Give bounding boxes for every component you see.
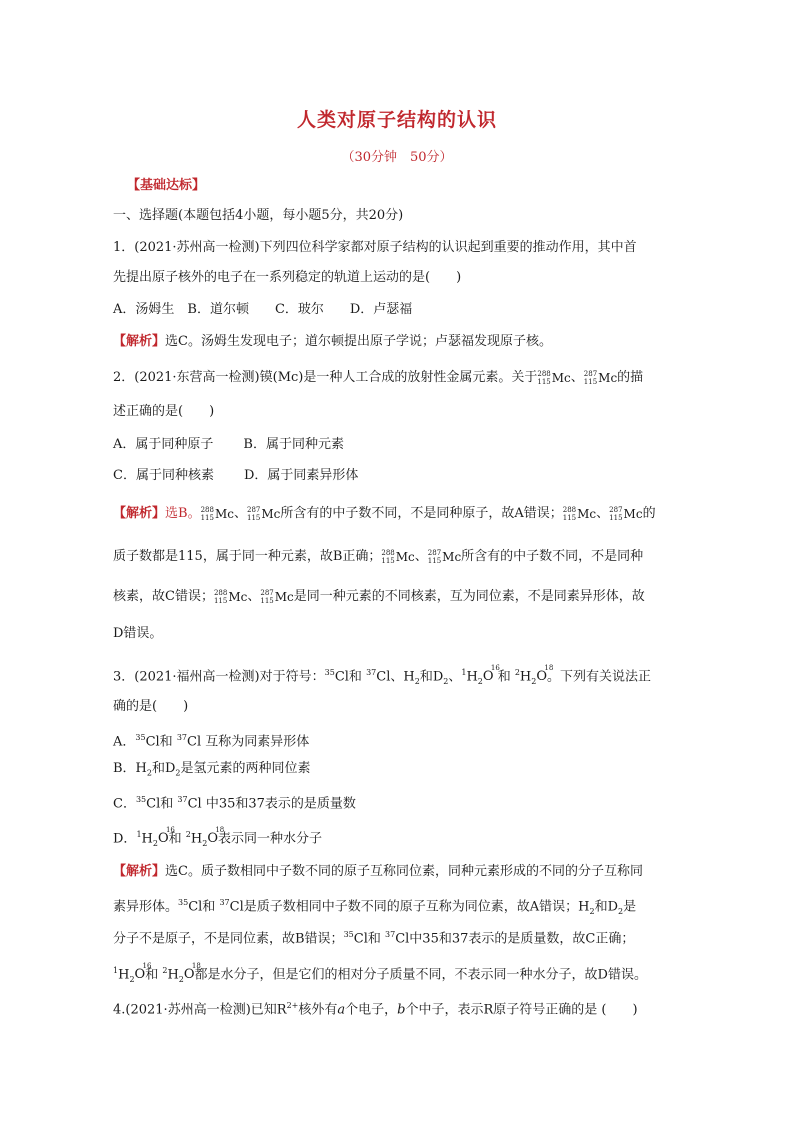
q3-analysis-line4: $^1H_2O$ 16 和 $^2H_2O$ 18 都是水分子，但是它们的相对分子质量不同，不表示同一种水分子，故D错误。 xyxy=(113,962,647,984)
q3-option-c: C．$^{35}$Cl和 $^{37}$Cl 中35和37表示的是质量数 xyxy=(113,795,356,812)
q2-stem-line2: 述正确的是( ) xyxy=(113,404,215,419)
q3-analysis-line1: 【解析】选C。质子数相同中子数不同的原子互称同位素，同种元素形成的不同的分子互称同 xyxy=(113,864,643,879)
q2-option-a: A．属于同种原子 xyxy=(113,437,214,452)
q3-stem-line2: 确的是( ) xyxy=(113,699,189,714)
q3-analysis-line3: 分子不是原子，不是同位素，故B错误；$^{35}$Cl和 $^{37}$Cl中35和37表示的是质量数，故C正确； xyxy=(113,930,635,947)
q1-stem-line1: 1．(2021·苏州高一检测)下列四位科学家都对原子结构的认识起到重要的推动作用，其中首 xyxy=(113,240,637,255)
q2-stem-line1: 2．(2021·东营高一检测)镆(Mc)是一种人工合成的放射性金属元素。关于 288 115 Mc、 287 115 Mc的描 xyxy=(113,369,644,386)
isotope-mc-288: 288 115 Mc xyxy=(537,369,571,386)
q2-option-c: C．属于同种核素 xyxy=(113,468,214,483)
part-header: 一、选择题(本题包括4小题，每小题5分，共20分) xyxy=(113,208,404,223)
q3-option-b: B．$H_2$和$D_2$是氢元素的两种同位素 xyxy=(113,761,311,778)
q2-stem-text: 2．(2021·东营高一检测)镆(Mc)是一种人工合成的放射性金属元素。关于 xyxy=(113,370,538,385)
analysis-tag: 【解析】 xyxy=(113,334,166,349)
q3-stem-line1: 3．(2021·福州高一检测)对于符号：$^{35}$Cl和 $^{37}$Cl、$H_2$和$D_2$、$^1H_2O$ 16 和 $^2H_2O$ 18 。下列有关说法正 xyxy=(113,664,652,686)
isotope-mc-287: 287 115 Mc xyxy=(583,369,618,386)
analysis-tag: 【解析】 xyxy=(113,506,166,521)
q2-options-row1 xyxy=(113,436,683,454)
q3-analysis-line2: 素异形体。$^{35}$Cl和 $^{37}$Cl是质子数相同中子数不同的原子互称为同位素，故A错误；$H_2$和$D_2$是 xyxy=(113,898,637,916)
q4-stem: 4.(2021·苏州高一检测)已知$R^{2+}$核外有a个电子，b个中子，表示R原子符号正确的是 ( ) xyxy=(113,1001,638,1018)
q3-option-d: D．$^1H_2O$ 16 和 $^2H_2O$ 18 表示同一种水分子 xyxy=(113,826,322,848)
q2-analysis-line2: 质子数都是115，属于同一种元素，故B正确； 288 115 Mc、 287 115 Mc所含有的中子数不同，不是同种 xyxy=(113,548,644,565)
q1-stem-line2: 先提出原子核外的电子在一系列稳定的轨道上运动的是( ) xyxy=(113,270,462,285)
section-heading: 【基础达标】 xyxy=(127,178,206,193)
q1-options: A．汤姆生 B．道尔顿 C．玻尔 D．卢瑟福 xyxy=(113,302,413,317)
page-title: 人类对原子结构的认识 xyxy=(296,109,497,131)
q2-analysis-line4: D错误。 xyxy=(113,626,163,641)
q2-option-d: D．属于同素异形体 xyxy=(243,468,359,483)
time-score-subtitle: （30分钟 50分） xyxy=(341,150,453,165)
q2-option-b: B．属于同种元素 xyxy=(243,437,344,452)
q2-options-row2 xyxy=(113,467,683,485)
q3-option-a: A．$^{35}$Cl和 $^{37}$Cl 互称为同素异形体 xyxy=(113,733,310,750)
q2-analysis-line3: 核素，故C错误； 288 115 Mc、 287 115 Mc是同一种元素的不同核素，互为同位素，不是同素异形体，故 xyxy=(113,588,645,605)
q1-analysis xyxy=(113,333,683,351)
q2-analysis-line1: 【解析】选B。 288 115 Mc、 287 115 Mc所含有的中子数不同，不是同种原子，故A错误； 288 115 Mc、 287 115 Mc的 xyxy=(113,505,656,522)
analysis-tag: 【解析】 xyxy=(113,864,166,879)
q1-analysis-text: 选C。汤姆生发现电子；道尔顿提出原子学说；卢瑟福发现原子核。 xyxy=(165,334,552,349)
